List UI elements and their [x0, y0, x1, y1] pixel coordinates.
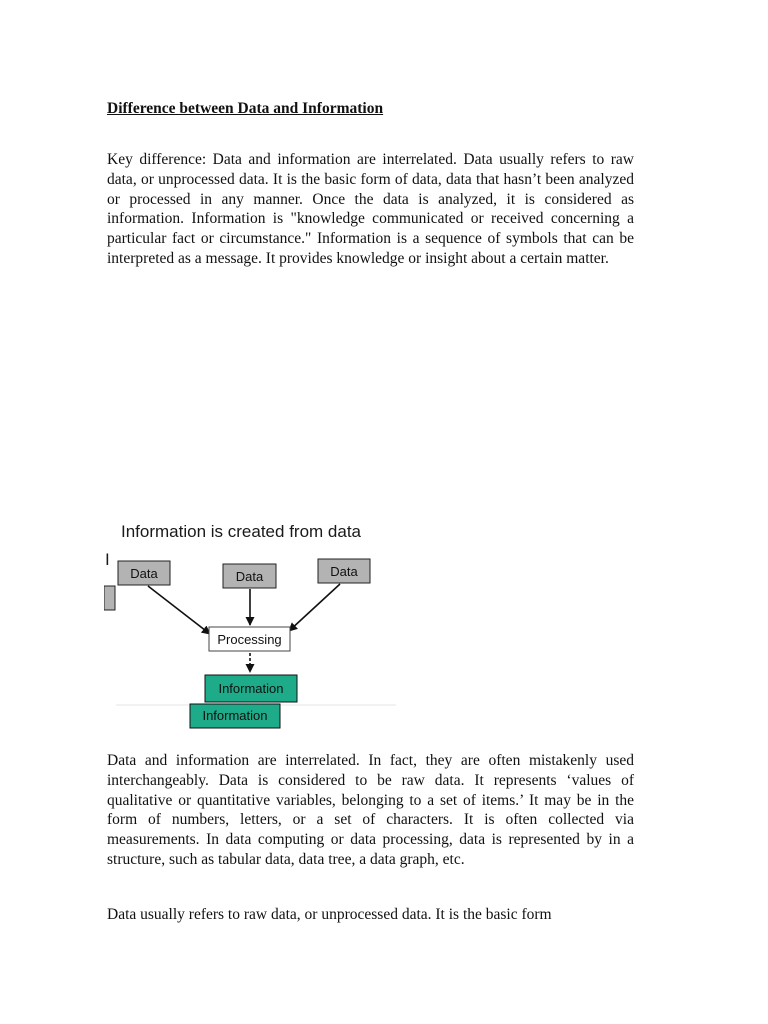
data-box-left-label: Data — [130, 566, 158, 581]
arrow-right-to-processing — [289, 584, 340, 631]
document-heading: Difference between Data and Information — [107, 100, 384, 117]
cropped-fragment-box — [104, 586, 115, 610]
data-box-left — [118, 561, 170, 585]
data-box-right — [318, 559, 370, 583]
information-box-duplicate-label: Information — [202, 708, 268, 723]
arrow-left-to-processing — [148, 586, 210, 634]
data-box-center-label: Data — [235, 569, 264, 584]
information-box-primary-label: Information — [218, 681, 284, 696]
processing-box-label: Processing — [217, 632, 282, 647]
data-box-right-label: Data — [330, 564, 358, 579]
intro-paragraph: Key difference: Data and information are interrelated. Data usually refers to raw data, or unprocessed data. It is the basic form of data, data that hasn’t been analyzed or processed in any manner. Once the data is analyzed, it is considered as information. Information is "knowledge communicated or received concerning a particular fact or circumstance." Information is a sequence of symbols that can be interpreted as a message. It provides knowledge or insight about a certain matter. — [107, 151, 634, 267]
cropped-fragment-letter: I — [105, 550, 110, 569]
information-box-duplicate — [190, 704, 280, 728]
data-box-center — [223, 564, 276, 588]
information-box-primary — [205, 675, 297, 702]
data-to-information-diagram — [104, 519, 396, 729]
diagram-title: Information is created from data — [121, 522, 362, 541]
processing-box — [209, 627, 290, 651]
second-paragraph: Data and information are interrelated. In fact, they are often mistakenly used interchangeably. Data is considered to be raw data. It represents ‘values of qualitative or quantitative variables, belonging to a set of items.’ It may be in the form of numbers, letters, or a set of characters. It is often collected via measurements. In data computing or data processing, data is represented by in a structure, such as tabular data, data tree, a data graph, etc. — [107, 752, 634, 868]
third-paragraph: Data usually refers to raw data, or unprocessed data. It is the basic form — [107, 906, 552, 923]
